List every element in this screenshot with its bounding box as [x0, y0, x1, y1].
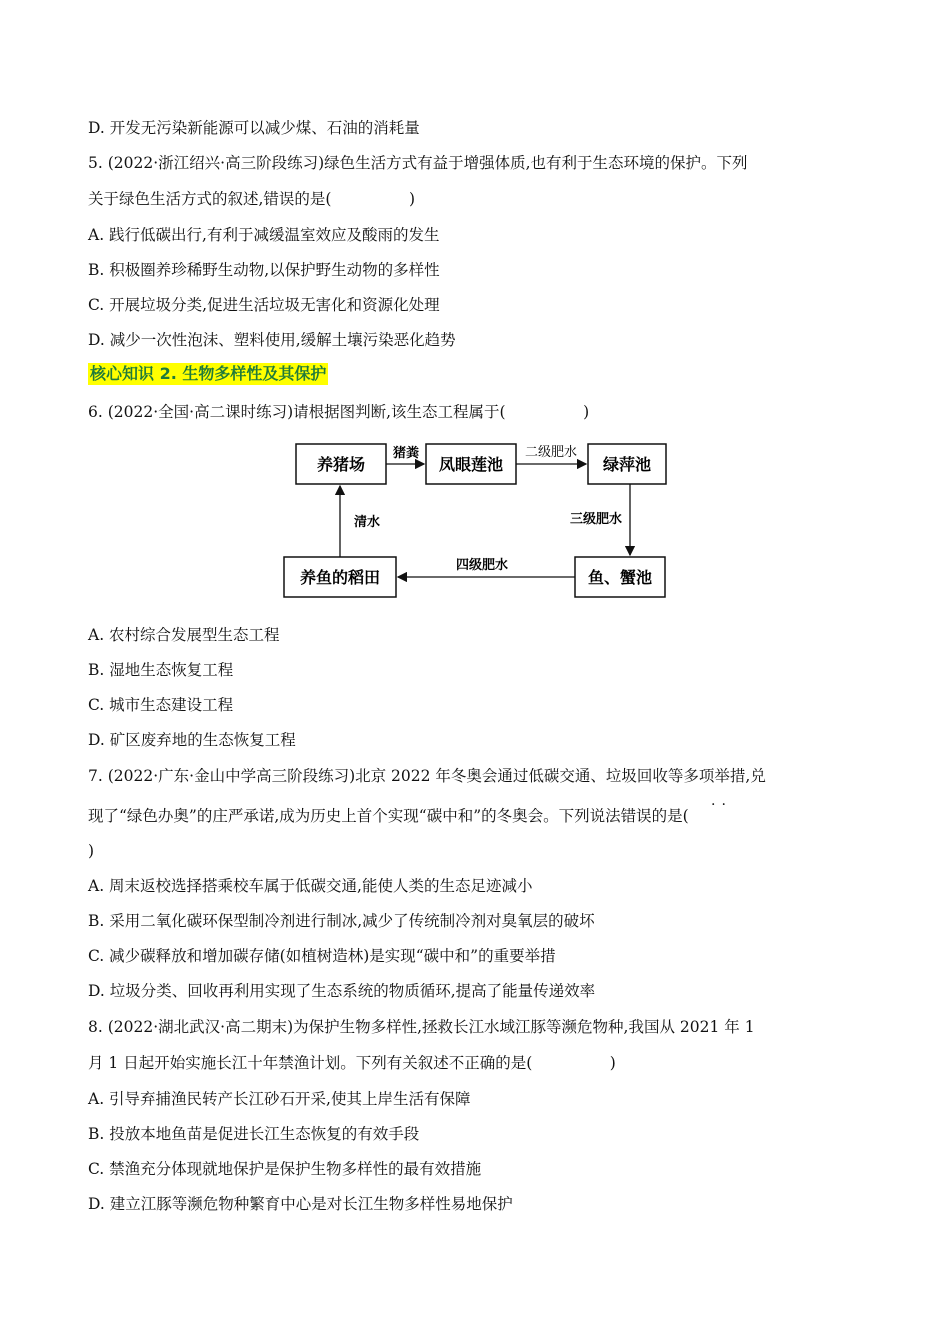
q5-option-c: C. 开展垃圾分类,促进生活垃圾无害化和资源化处理	[88, 296, 440, 314]
q8-stem-line1: 8. (2022·湖北武汉·高二期末)为保护生物多样性,拯救长江水域江豚等濒危物种,我国从 2021 年 1	[88, 1018, 755, 1036]
box-pig-farm-label: 养猪场	[316, 455, 366, 474]
q7-stem-line2: 现了“绿色办奥”的庄严承诺,成为历史上首个实现“碳中和”的冬奥会。下列说法错误的是(	[88, 807, 689, 825]
q5-option-d: D. 减少一次性泡沫、塑料使用,缓解土壤污染恶化趋势	[88, 331, 456, 349]
q6-stem: 6. (2022·全国·高二课时练习)请根据图判断,该生态工程属于( )	[88, 403, 590, 421]
q7-stem-line1: 7. (2022·广东·金山中学高三阶段练习)北京 2022 年冬奥会通过低碳交通、垃圾回收等多项举措,兑	[88, 767, 766, 785]
arrow-duckweed-to-fish-label: 三级肥水	[569, 512, 623, 527]
q5-option-a: A. 践行低碳出行,有利于减缓温室效应及酸雨的发生	[88, 226, 440, 244]
q8-option-a: A. 引导弃捕渔民转产长江砂石开采,使其上岸生活有保障	[88, 1090, 471, 1108]
arrow-lotus-to-duckweed-label: 二级肥水	[524, 445, 578, 460]
q6-option-a: A. 农村综合发展型生态工程	[88, 626, 280, 644]
q6-option-d: D. 矿区废弃地的生态恢复工程	[88, 731, 296, 749]
q7-option-b: B. 采用二氧化碳环保型制冷剂进行制冰,减少了传统制冷剂对臭氧层的破坏	[88, 912, 595, 930]
q8-option-d: D. 建立江豚等濒危物种繁育中心是对长江生物多样性易地保护	[88, 1195, 513, 1213]
q7-emphasis-dots: ..	[711, 793, 732, 809]
q6-option-b: B. 湿地生态恢复工程	[88, 661, 234, 679]
box-lotus-pond-label: 凤眼莲池	[438, 455, 504, 474]
q7-option-a: A. 周末返校选择搭乘校车属于低碳交通,能使人类的生态足迹减小	[88, 877, 533, 895]
section-heading: 核心知识 2. 生物多样性及其保护	[90, 364, 327, 383]
ecological-engineering-diagram	[270, 430, 690, 610]
q5-stem-line2: 关于绿色生活方式的叙述,错误的是( )	[88, 190, 416, 208]
box-duckweed-pond-label: 绿萍池	[602, 455, 652, 474]
box-rice-paddy-label: 养鱼的稻田	[299, 568, 381, 587]
q8-option-c: C. 禁渔充分体现就地保护是保护生物多样性的最有效措施	[88, 1160, 482, 1178]
box-fish-crab-pond-label: 鱼、蟹池	[587, 568, 653, 587]
q5-option-b: B. 积极圈养珍稀野生动物,以保护野生动物的多样性	[88, 261, 440, 279]
q7-stem-line3: )	[88, 842, 95, 860]
q5-stem-line1: 5. (2022·浙江绍兴·高三阶段练习)绿色生活方式有益于增强体质,也有利于生态环境的保护。下列	[88, 154, 748, 172]
q4-option-d: D. 开发无污染新能源可以减少煤、石油的消耗量	[88, 119, 420, 137]
q7-option-d: D. 垃圾分类、回收再利用实现了生态系统的物质循环,提高了能量传递效率	[88, 982, 596, 1000]
q7-option-c: C. 减少碳释放和增加碳存储(如植树造林)是实现“碳中和”的重要举措	[88, 947, 556, 965]
arrow-fish-to-paddy-label: 四级肥水	[455, 558, 509, 573]
arrow-paddy-to-pig-label: 清水	[354, 515, 381, 530]
q6-option-c: C. 城市生态建设工程	[88, 696, 234, 714]
arrow-pig-to-lotus-label: 猪粪	[392, 446, 420, 461]
q8-option-b: B. 投放本地鱼苗是促进长江生态恢复的有效手段	[88, 1125, 420, 1143]
q8-stem-line2: 月 1 日起开始实施长江十年禁渔计划。下列有关叙述不正确的是( )	[88, 1054, 616, 1072]
